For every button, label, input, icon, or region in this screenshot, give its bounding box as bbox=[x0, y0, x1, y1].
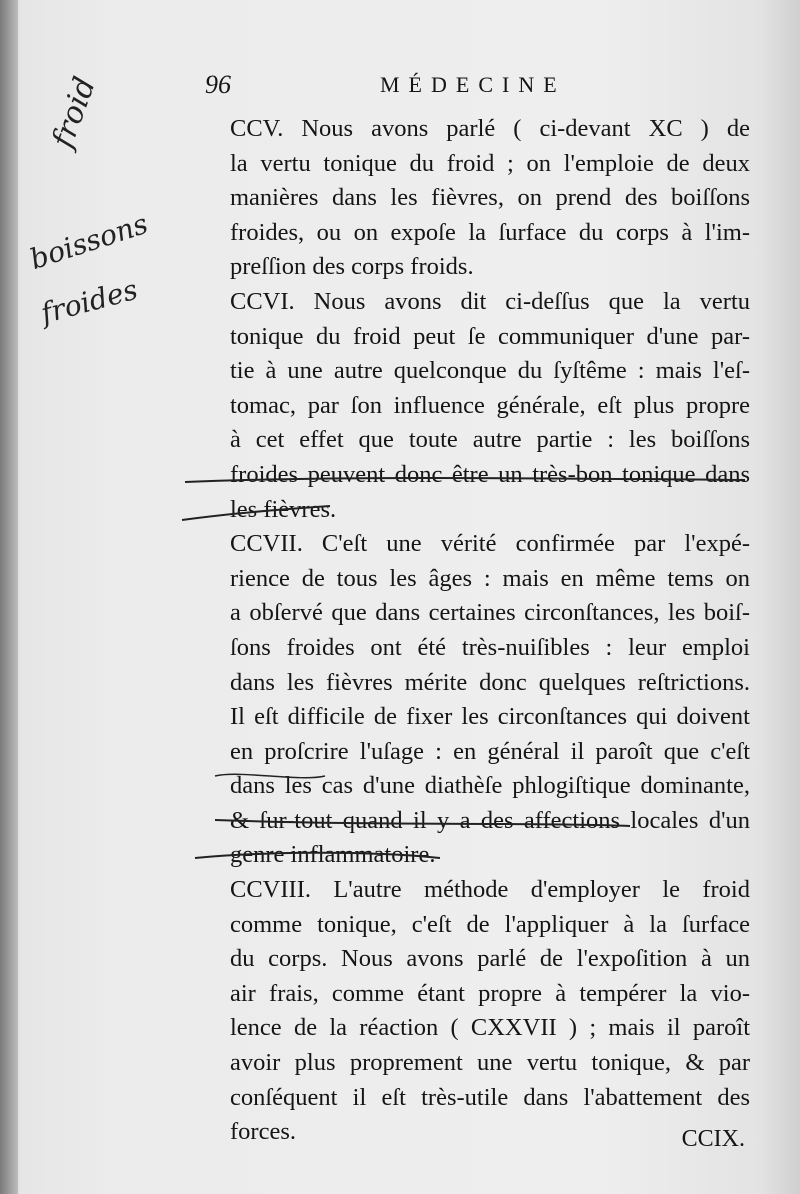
text-line: Il eſt difficile de fixer les circonſtances qui doivent bbox=[230, 703, 750, 731]
text-line: froides, ou on expoſe la ſurface du corps à l'im- bbox=[230, 218, 750, 246]
text-line: comme tonique, c'eſt de l'appliquer à la ſurface bbox=[230, 910, 750, 938]
text-line: CCV. Nous avons parlé ( ci-devant XC ) de bbox=[230, 115, 750, 142]
text-line: ſons froides ont été très-nuiſibles : leur emploi bbox=[230, 633, 750, 661]
text-line: du corps. Nous avons parlé de l'expoſition à un bbox=[230, 945, 750, 973]
page-number: 96 bbox=[205, 70, 231, 99]
text-line: forces. bbox=[230, 1118, 296, 1146]
text-line: la vertu tonique du froid ; on l'emploie de deux bbox=[230, 149, 750, 177]
text-line: genre inflammatoire. bbox=[230, 841, 436, 869]
text-line: preſſion des corps froids. bbox=[230, 253, 474, 281]
text-line: conſéquent il eſt très-utile dans l'abattement des bbox=[230, 1083, 750, 1111]
underline-mark bbox=[182, 506, 330, 520]
margin-note-boissons: boissons bbox=[25, 206, 152, 277]
text-line: manières dans les fièvres, on prend des boiſſons bbox=[230, 184, 750, 212]
text-line: à cet effet que toute autre partie : les boiſſons bbox=[230, 426, 750, 454]
text-line: dans les cas d'une diathèſe phlogiſtique dominante, bbox=[230, 772, 750, 800]
underline-mark bbox=[215, 820, 630, 826]
text-line: avoir plus proprement une vertu tonique, & par bbox=[230, 1049, 750, 1077]
text-line: & ſur-tout quand il y a des affections locales d'un bbox=[230, 806, 750, 834]
catchword: CCIX. bbox=[681, 1126, 745, 1152]
text-line: a obſervé que dans certaines circonſtances, les boiſ- bbox=[230, 599, 750, 627]
text-line: CCVII. C'eſt une vérité confirmée par l'expé- bbox=[230, 530, 750, 558]
underline-mark bbox=[195, 853, 440, 858]
text-line: CCVI. Nous avons dit ci-deſſus que la vertu bbox=[230, 287, 750, 315]
margin-note-froides: froides bbox=[37, 272, 142, 331]
text-line: froides peuvent donc être un très-bon tonique dans bbox=[230, 460, 750, 488]
underline-mark bbox=[185, 478, 745, 482]
text-line: en proſcrire l'uſage : en général il paroît que c'eſt bbox=[230, 737, 750, 765]
text-line: CCVIII. L'autre méthode d'employer le froid bbox=[230, 876, 750, 904]
text-line: rience de tous les âges : mais en même tems on bbox=[230, 564, 750, 592]
text-line: tie à une autre quelconque du ſyſtême : mais l'eſ- bbox=[230, 357, 750, 385]
text-line: dans les fièvres mérite donc quelques reſtrictions. bbox=[230, 668, 750, 696]
underline-mark bbox=[215, 774, 325, 777]
text-line: lence de la réaction ( CXXVII ) ; mais il paroît bbox=[230, 1014, 750, 1042]
text-line: tonique du froid peut ſe communiquer d'une par- bbox=[230, 322, 750, 350]
text-line: tomac, par ſon influence générale, eſt plus propre bbox=[230, 391, 750, 419]
text-line: les fièvres. bbox=[230, 495, 337, 523]
text-line: air frais, comme étant propre à tempérer la vio- bbox=[230, 979, 750, 1007]
margin-note-froid: froid bbox=[45, 72, 103, 153]
running-head: MÉDECINE bbox=[380, 72, 566, 97]
